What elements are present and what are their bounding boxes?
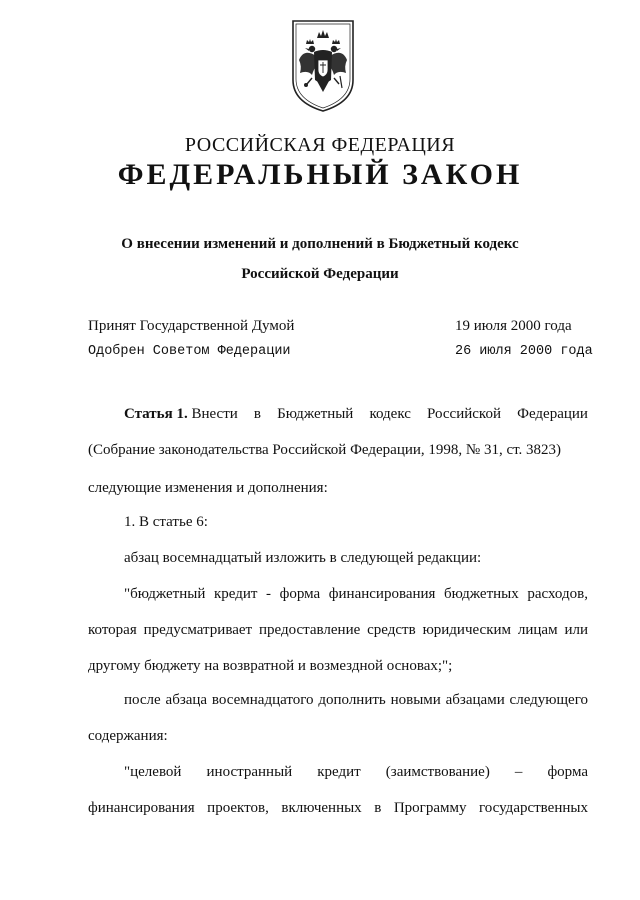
addition-instruction-line-1: после абзаца восемнадцатого дополнить новыми абзацами следующего: [124, 692, 588, 708]
emblem: [290, 18, 356, 114]
paragraph-instruction: абзац восемнадцатый изложить в следующей редакции:: [124, 550, 482, 566]
russian-coat-of-arms-icon: [290, 18, 356, 114]
law-title-line-1: О внесении изменений и дополнений в Бюджетный кодекс: [121, 236, 519, 252]
foreign-credit-line-1: "целевой иностранный кредит (заимствование) – форма: [124, 764, 588, 780]
duma-adoption-label: Принят Государственной Думой: [88, 318, 295, 334]
article-1-line-2: (Собрание законодательства Российской Федерации, 1998, № 31, ст. 3823): [88, 442, 562, 458]
quoted-definition-line-3: другому бюджету на возвратной и возмездной основах;";: [88, 658, 453, 674]
item-1-heading: 1. В статье 6:: [124, 514, 208, 530]
document-type-heading: ФЕДЕРАЛЬНЫЙ ЗАКОН: [117, 158, 523, 191]
council-approval-date: 26 июля 2000 года: [455, 344, 593, 359]
council-approval-label: Одобрен Советом Федерации: [88, 344, 291, 359]
quoted-definition-line-1: "бюджетный кредит - форма финансирования бюджетных расходов,: [124, 586, 588, 602]
quoted-definition-line-2: которая предусматривает предоставление средств юридическим лицам или: [88, 622, 588, 638]
foreign-credit-line-2: финансирования проектов, включенных в Программу государственных: [88, 800, 588, 816]
country-heading: РОССИЙСКАЯ ФЕДЕРАЦИЯ: [184, 134, 456, 156]
article-1-line-3: следующие изменения и дополнения:: [88, 480, 328, 496]
law-title-line-2: Российской Федерации: [241, 266, 399, 282]
duma-adoption-date: 19 июля 2000 года: [455, 318, 572, 334]
article-1-line-1: Статья 1. Внести в Бюджетный кодекс Российской Федерации: [124, 406, 588, 422]
addition-instruction-line-2: содержания:: [88, 728, 168, 744]
article-label: Статья 1. Внести: [124, 406, 238, 422]
